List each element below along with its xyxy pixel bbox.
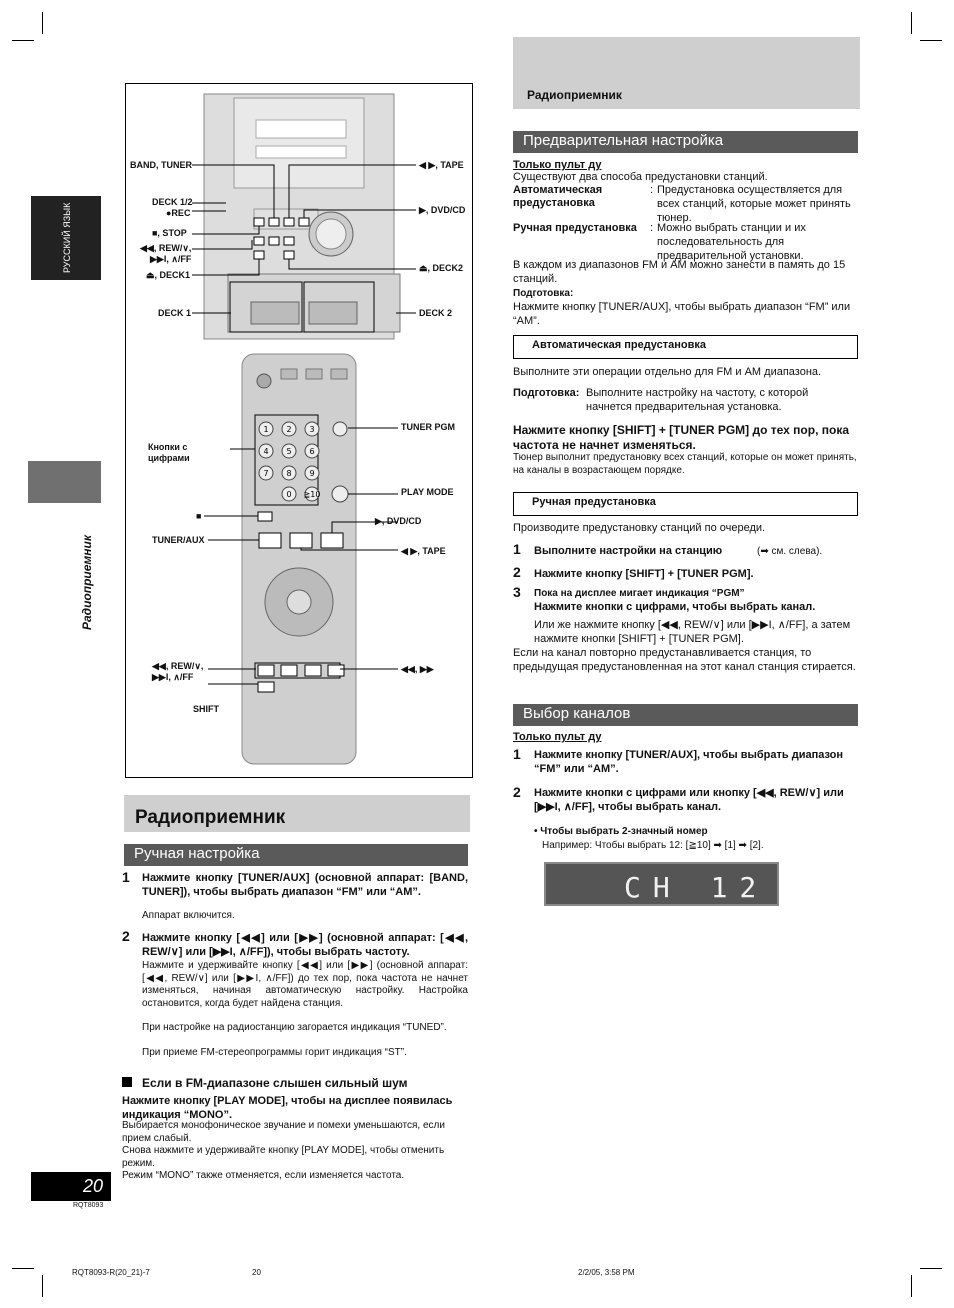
display-panel xyxy=(544,862,779,906)
step-number: 1 xyxy=(513,746,521,762)
auto-instruction: Нажмите кнопку [SHIFT] + [TUNER PGM] до тех пор, пока частота не начнет изменяться. xyxy=(513,423,850,452)
language-tab-label: РУССКИЙ ЯЗЫК xyxy=(62,202,72,274)
noise-heading: Если в FM-диапазоне слышен сильный шум xyxy=(142,1076,408,1090)
step2-detail: Нажмите и удерживайте кнопку [◀◀] или [▶▶] (основной аппарат: [◀◀, REW/∨] или [▶▶I, ∧/FF]) до тех пор, пока частота не начнет изменяться, начиная автоматическую настройку. Настройка остановится, когда будет найдена станция. xyxy=(142,960,468,1009)
crop-mark xyxy=(42,1275,43,1297)
manual-step2: Нажмите кнопку [SHIFT] + [TUNER PGM]. xyxy=(534,568,754,580)
noise-note-3: Режим “MONO” также отменяется, если изменяется частота. xyxy=(122,1170,405,1181)
label-remote-stop: ■ xyxy=(196,511,202,521)
svg-text:0: 0 xyxy=(286,490,292,499)
product-figure xyxy=(125,83,473,778)
label-rec: ●REC xyxy=(166,208,191,218)
step-number: 1 xyxy=(122,869,130,885)
svg-text:6: 6 xyxy=(309,447,315,456)
label-band-tuner: BAND, TUNER xyxy=(130,160,192,170)
svg-text:1: 1 xyxy=(263,425,269,434)
memory-note: В каждом из диапазонов FM и AM можно занести в память до 15 станций. xyxy=(513,259,846,285)
crop-mark xyxy=(920,1268,942,1269)
select-step2: Нажмите кнопки с цифрами или кнопку [◀◀, REW/∨] или [▶▶I, ∧/FF], чтобы выбрать канал. xyxy=(534,787,844,813)
preset-heading: Предварительная настройка xyxy=(513,131,858,153)
page-number: 20 xyxy=(31,1172,111,1201)
crop-mark xyxy=(12,40,34,41)
label-deck2: DECK 2 xyxy=(419,308,453,318)
label-remote-ff: ▶▶I, ∧/FF xyxy=(152,672,194,682)
crop-mark xyxy=(920,40,942,41)
manual-step3-condition: Пока на дисплее мигает индикация “PGM” xyxy=(534,588,745,599)
manual-step3-instruction: Нажмите кнопки с цифрами, чтобы выбрать канал. xyxy=(534,601,816,613)
footer-file: RQT8093-R(20_21)-7 xyxy=(72,1268,150,1277)
label-remote-tape: ◀ ▶, TAPE xyxy=(401,546,446,556)
noise-bullet-icon xyxy=(122,1077,132,1087)
right-header-title: Радиоприемник xyxy=(527,88,622,102)
label-play-mode: PLAY MODE xyxy=(401,487,454,497)
crop-mark xyxy=(12,1268,34,1269)
footer-page: 20 xyxy=(252,1268,261,1277)
auto-desc: Предустановка осуществляется для всех станций, которые может принять тюнер. xyxy=(657,184,851,224)
display-readout: CH 12 xyxy=(624,871,769,904)
select-step1: Нажмите кнопку [TUNER/AUX], чтобы выбрать диапазон “FM” или “AM”. xyxy=(534,749,844,775)
two-digit-example: Например: Чтобы выбрать 12: [≧10] ➡ [1] ➡ [2]. xyxy=(542,840,764,851)
auto-preset-box: Автоматическая предустановка xyxy=(513,335,858,359)
label-remote-dvdcd: ▶, DVD/CD xyxy=(375,516,422,526)
label-remote-rew: ◀◀, REW/∨, xyxy=(152,661,204,671)
auto-result-note: Тюнер выполнит предустановку всех станций, которые он может принять, на каналы в возрастающем порядке. xyxy=(513,452,857,476)
prep-text: Нажмите кнопку [TUNER/AUX], чтобы выбрать диапазон “FM” или “AM”. xyxy=(513,301,851,327)
step-number: 2 xyxy=(513,784,521,800)
manual-step1-ref: (➡ см. слева). xyxy=(757,546,823,557)
step2-tuned-note: При настройке на радиостанцию загорается индикация “TUNED”. xyxy=(142,1022,447,1033)
section-tab-marker xyxy=(28,461,101,503)
manual-run-note: Производите предустановку станций по очереди. xyxy=(513,522,766,534)
svg-text:3: 3 xyxy=(309,425,315,434)
section-tab-label: Радиоприемник xyxy=(80,535,94,630)
label-tuner-pgm: TUNER PGM xyxy=(401,422,455,432)
label-number-buttons: Кнопки с xyxy=(148,442,188,452)
manual-preset-box: Ручная предустановка xyxy=(513,492,858,516)
svg-text:2: 2 xyxy=(286,425,292,434)
svg-text:≧10: ≧10 xyxy=(303,490,321,499)
crop-mark xyxy=(911,12,912,34)
label-dvdcd: ▶, DVD/CD xyxy=(419,205,466,215)
label-skip: ◀◀, ▶▶ xyxy=(401,664,434,674)
manual-step1: Выполните настройки на станцию xyxy=(534,545,723,557)
prep-heading: Подготовка: xyxy=(513,288,574,299)
label-rew: ◀◀, REW/∨, xyxy=(140,243,192,253)
two-digit-heading: • Чтобы выбрать 2-значный номер xyxy=(534,826,708,837)
remote-only-label: Только пульт ду xyxy=(513,159,602,171)
footer-date: 2/2/05, 3:58 PM xyxy=(578,1268,635,1277)
manual-step3-alt: Или же нажмите кнопку [◀◀, REW/∨] или [▶▶I, ∧/FF], а затем нажмите кнопки [SHIFT] + [TUNER PGM]. xyxy=(534,619,851,645)
crop-mark xyxy=(911,1275,912,1297)
step-number: 2 xyxy=(122,928,130,944)
label-deck12: DECK 1/2 xyxy=(152,197,193,207)
page-title: Радиоприемник xyxy=(135,807,286,828)
doc-code: RQT8093 xyxy=(73,1202,104,1209)
auto-term-1: Автоматическая xyxy=(513,184,603,196)
step1-note: Аппарат включится. xyxy=(142,910,235,921)
auto-prep-text: Выполните настройку на частоту, с которой начнется предварительная установка. xyxy=(586,387,809,413)
auto-term-2: предустановка xyxy=(513,197,595,209)
label-deck1: DECK 1 xyxy=(158,308,192,318)
step-number: 2 xyxy=(513,564,521,580)
label-deck1-eject: ⏏, DECK1 xyxy=(146,270,191,280)
step2-stereo-note: При приеме FM-стереопрограммы горит индикация “ST”. xyxy=(142,1047,407,1058)
svg-text:5: 5 xyxy=(286,447,292,456)
auto-prep-heading: Подготовка: xyxy=(513,387,580,399)
label-tape: ◀ ▶, TAPE xyxy=(419,160,464,170)
noise-note-1: Выбирается монофоническое звучание и помехи уменьшаются, если прием слабый. xyxy=(122,1120,445,1144)
label-stop: ■, STOP xyxy=(152,228,187,238)
manual-term: Ручная предустановка xyxy=(513,222,637,234)
svg-text:9: 9 xyxy=(309,469,315,478)
channel-select-heading: Выбор каналов xyxy=(513,704,858,726)
manual-tuning-heading: Ручная настройка xyxy=(124,844,468,866)
step1-instruction: Нажмите кнопку [TUNER/AUX] (основной аппарат: [BAND, TUNER]), чтобы выбрать диапазон “FM” или “AM”. xyxy=(142,872,468,898)
svg-text:8: 8 xyxy=(286,469,292,478)
label-deck2-eject: ⏏, DECK2 xyxy=(419,263,464,273)
colon: : xyxy=(650,222,654,234)
step2-instruction: Нажмите кнопку [◀◀] или [▶▶] (основной аппарат: [◀◀, REW/∨] или [▶▶I, ∧/FF]), чтобы выбрать частоту. xyxy=(142,932,468,958)
manual-step3-overwrite: Если на канал повторно предустанавливается станция, то предыдущая предустановленная на этот канал станция стирается. xyxy=(513,647,856,673)
preset-intro: Существуют два способа предустановки станций. xyxy=(513,171,768,183)
svg-text:4: 4 xyxy=(263,447,269,456)
auto-run-note: Выполните эти операции отдельно для FM и AM диапазона. xyxy=(513,366,822,378)
step-number: 1 xyxy=(513,541,521,557)
colon: : xyxy=(650,184,654,196)
label-tuner-aux: TUNER/AUX xyxy=(152,535,205,545)
label-shift: SHIFT xyxy=(193,704,219,714)
label-number-buttons-2: цифрами xyxy=(148,453,190,463)
label-ff: ▶▶I, ∧/FF xyxy=(150,254,192,264)
noise-instruction: Нажмите кнопку [PLAY MODE], чтобы на дисплее появилась индикация “MONO”. xyxy=(122,1095,453,1121)
remote-only-label: Только пульт ду xyxy=(513,731,602,743)
step-number: 3 xyxy=(513,584,521,600)
svg-text:7: 7 xyxy=(263,469,269,478)
crop-mark xyxy=(42,12,43,34)
manual-desc: Можно выбрать станции и их последовательность для предварительной установки. xyxy=(657,222,806,262)
noise-note-2: Снова нажмите и удерживайте кнопку [PLAY MODE], чтобы отменить режим. xyxy=(122,1145,445,1169)
